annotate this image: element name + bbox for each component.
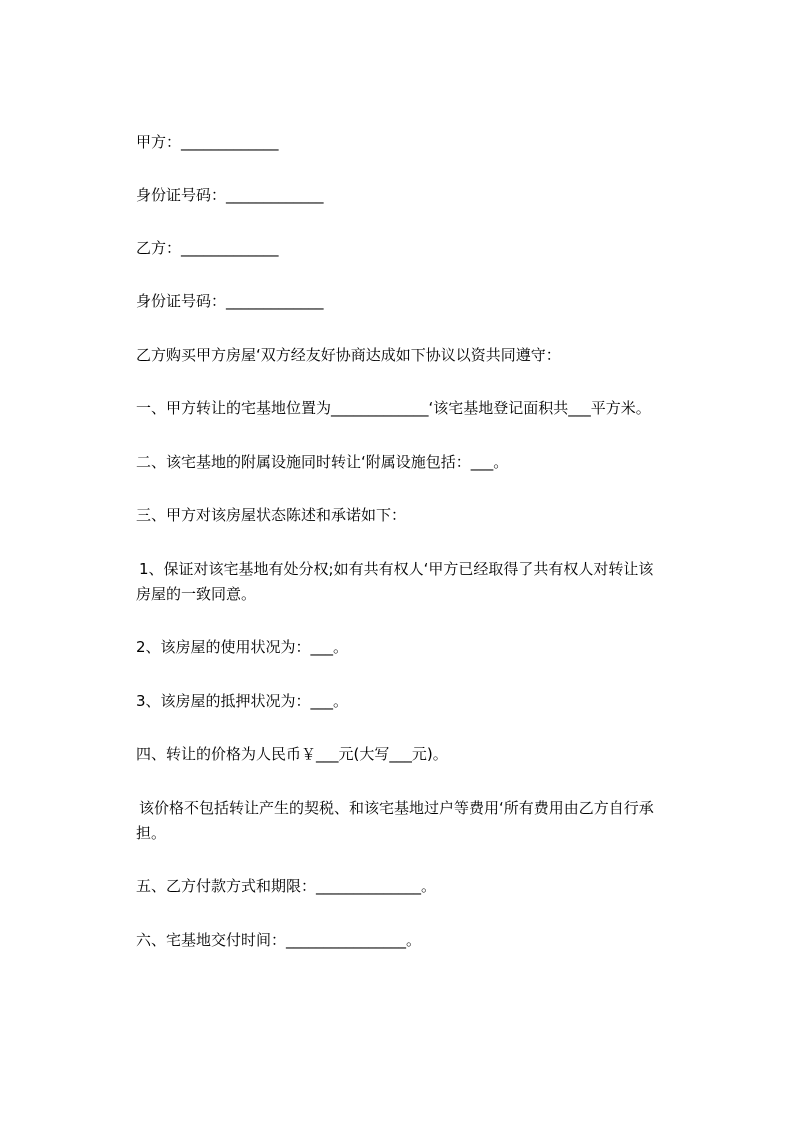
clause-5: 五、乙方付款方式和期限：______________。	[136, 877, 437, 895]
party-a-id-line: 身份证号码：_____________	[136, 186, 324, 204]
clause-2: 二、该宅基地的附属设施同时转让‘附属设施包括：___。	[136, 453, 509, 471]
clause-4: 四、转让的价格为人民币￥___元(大写___元)。	[136, 745, 448, 763]
clause-6: 六、宅基地交付时间：________________。	[136, 931, 422, 949]
price-note-line-2: 担。	[136, 824, 167, 842]
clause-3-item-2: 2、该房屋的使用状况为：___。	[136, 638, 349, 656]
clause-3-heading: 三、甲方对该房屋状态陈述和承诺如下：	[136, 506, 407, 524]
party-b-id-line: 身份证号码：_____________	[136, 292, 324, 310]
agreement-intro: 乙方购买甲方房屋‘双方经友好协商达成如下协议以资共同遵守：	[136, 346, 561, 364]
clause-3-item-3: 3、该房屋的抵押状况为：___。	[136, 692, 349, 710]
price-note-line-1: 该价格不包括转让产生的契税、和该宅基地过户等费用‘所有费用由乙方自行承	[139, 799, 654, 817]
party-a-line: 甲方：_____________	[136, 133, 279, 151]
clause-1: 一、甲方转让的宅基地位置为_____________‘该宅基地登记面积共___平方米。	[136, 399, 651, 417]
clause-3-item-1-line-2: 房屋的一致同意。	[136, 585, 257, 603]
party-b-line: 乙方：_____________	[136, 239, 279, 257]
clause-3-item-1-line-1: 1、保证对该宅基地有处分权;如有共有权人‘甲方已经取得了共有权人对转让该	[139, 560, 654, 578]
